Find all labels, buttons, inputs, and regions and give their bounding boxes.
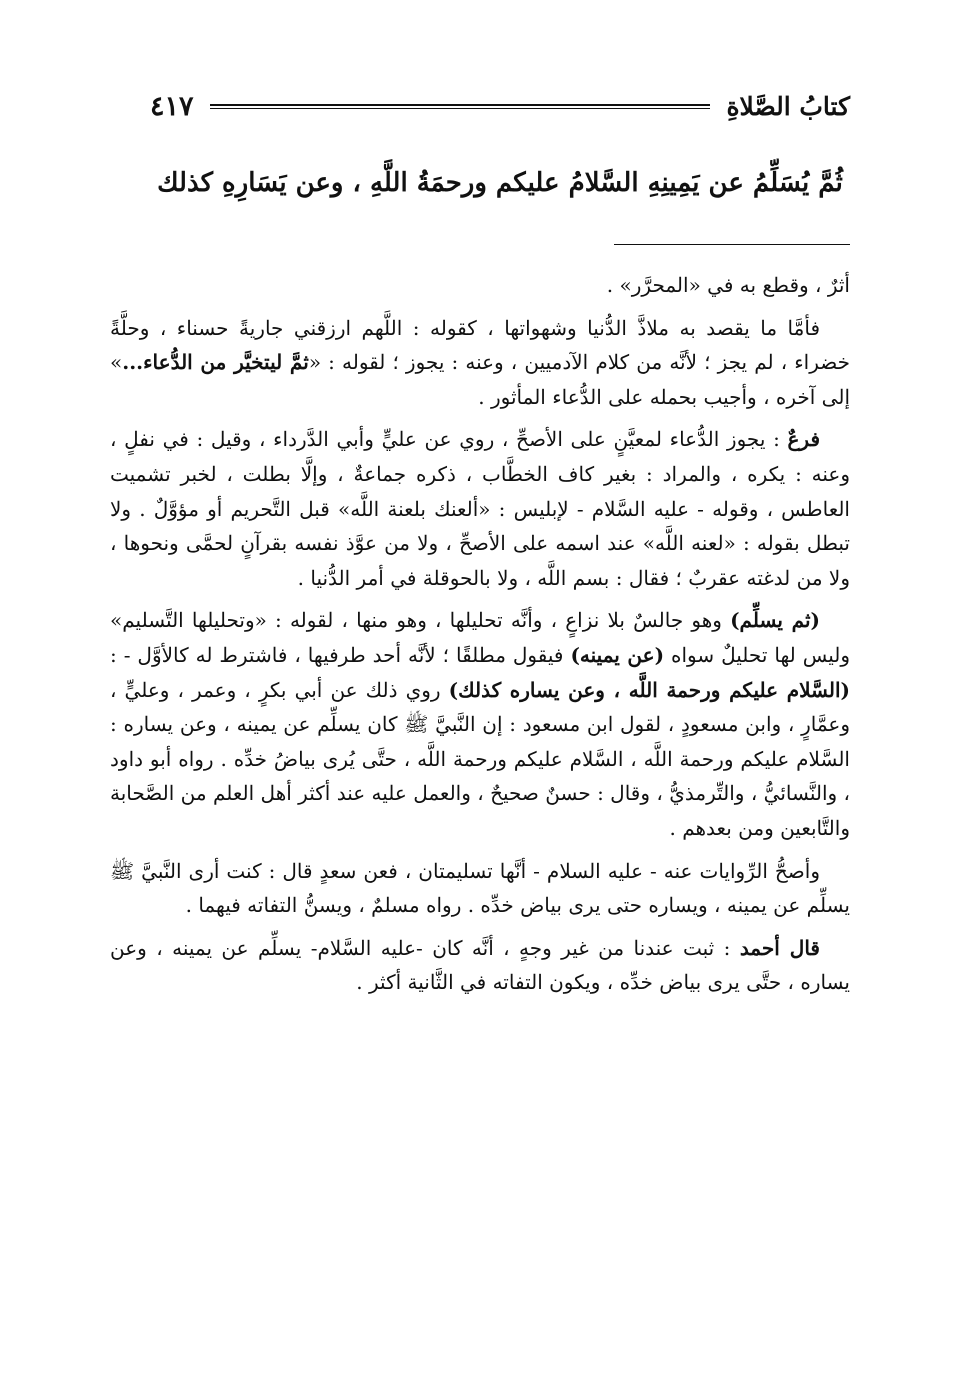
running-title: كتابُ الصَّلاةِ <box>726 91 850 121</box>
matn-text: ثُمَّ يُسَلِّمُ عن يَمِينِهِ السَّلامُ عليكم ورحمَةُ اللَّهِ ، وعن يَسَارِهِ كذلك <box>157 168 843 198</box>
footnote-separator <box>614 244 850 245</box>
qala-ahmad-heading: قال أحمد <box>739 935 820 960</box>
paragraph-5: وأصحُّ الرِّوايات عنه - عليه السلام - أنَّها تسليمتان ، فعن سعدٍ قال : كنت أرى النَّبيَّ ﷺ يسلِّم عن يمينه ، ويساره حتى يرى بياض خدِّه . رواه مسلمٌ ، ويسنُّ التفاته فيهما . <box>110 858 850 918</box>
paragraph-4: (ثم يسلِّم) وهو جالسٌ بلا نزاعٍ ، وأنَّه تحليلها ، وهو منها ، لقوله : «وتحليلها التَّسليم» وليس لها تحليلٌ سواه (عن يمينه) فيقول مطلقًا ؛ لأنَّه أحد طرفيها ، فاشترط له كالأوَّل - : (السَّلام عليكم ورحمة اللَّه ، وعن يساره كذلك) روي ذلك عن أبي بكرٍ ، وعمر ، وعليٍّ ، وعمَّارٍ ، وابن مسعودٍ ، لقول ابن مسعود : إن النَّبيَّ ﷺ كان يسلِّم عن يمينه ، وعن يساره : السَّلام عليكم ورحمة اللَّه ، السَّلام عليكم ورحمة اللَّه ، حتَّى يُرى بياضُ خدِّه . رواه أبو داود ، والنَّسائيُّ ، والتِّرمذيُّ ، وقال : حسنٌ صحيحٌ ، والعمل عليه عند أكثر أهل العلم من الصَّحابة والتَّابعين ومن بعدهم . <box>110 608 851 840</box>
paragraph-6: قال أحمد : ثبت عندنا من غير وجهٍ ، أنَّه كان -عليه السَّلام- يسلِّم عن يمينه ، وعن يساره ، حتَّى يرى بياض خدِّه ، ويكون التفاته في الثَّانية أكثر . <box>110 935 850 995</box>
commentary-body <box>110 268 850 1008</box>
paragraph-2: فأمَّا ما يقصد به ملاذَّ الدُّنيا وشهواتها ، كقوله : اللَّهم ارزقني جاريةً حسناء ، وحلَّةً خضراء ، لم يجز ؛ لأنَّه من كلام الآدميين ، وعنه : يجوز ؛ لقوله : «ثمَّ ليتخيَّر من الدُّعاء...» إلى آخره ، وأجيب بحمله على الدُّعاء المأثور . <box>110 315 850 409</box>
page-number: ٤١٧ <box>150 90 194 122</box>
paragraph-3: فرعٌ : يجوز الدُّعاء لمعيَّنٍ على الأصحِّ ، روي عن عليٍّ وأبي الدَّرداء ، وقيل : في نفلٍ ، وعنه : يكره ، والمراد : بغير كاف الخطَّاب ، ذكره جماعةٌ ، وإلَّا بطلت ، لخبر تشميت العاطس ، وقوله - عليه السَّلام - لإبليس : «ألعنك بلعنة اللَّه» قبل التَّحريم أو مؤوَّلٌ . ولا تبطل بقوله : «لعنه اللَّه» عند اسمه على الأصحِّ ، ولا من عوَّذ نفسه بقرآنٍ لحمَّى ونحوها ، ولا من لدغته عقربٌ ؛ فقال : بسم اللَّه ، ولا بالحوقلة في أمر الدُّنيا . <box>110 427 850 590</box>
paragraph-1: أثرٌ ، وقطع به في «المحرَّر» . <box>606 273 850 297</box>
far-heading: فرعٌ <box>787 427 820 452</box>
header-rule <box>210 104 711 109</box>
page-header <box>150 86 850 126</box>
